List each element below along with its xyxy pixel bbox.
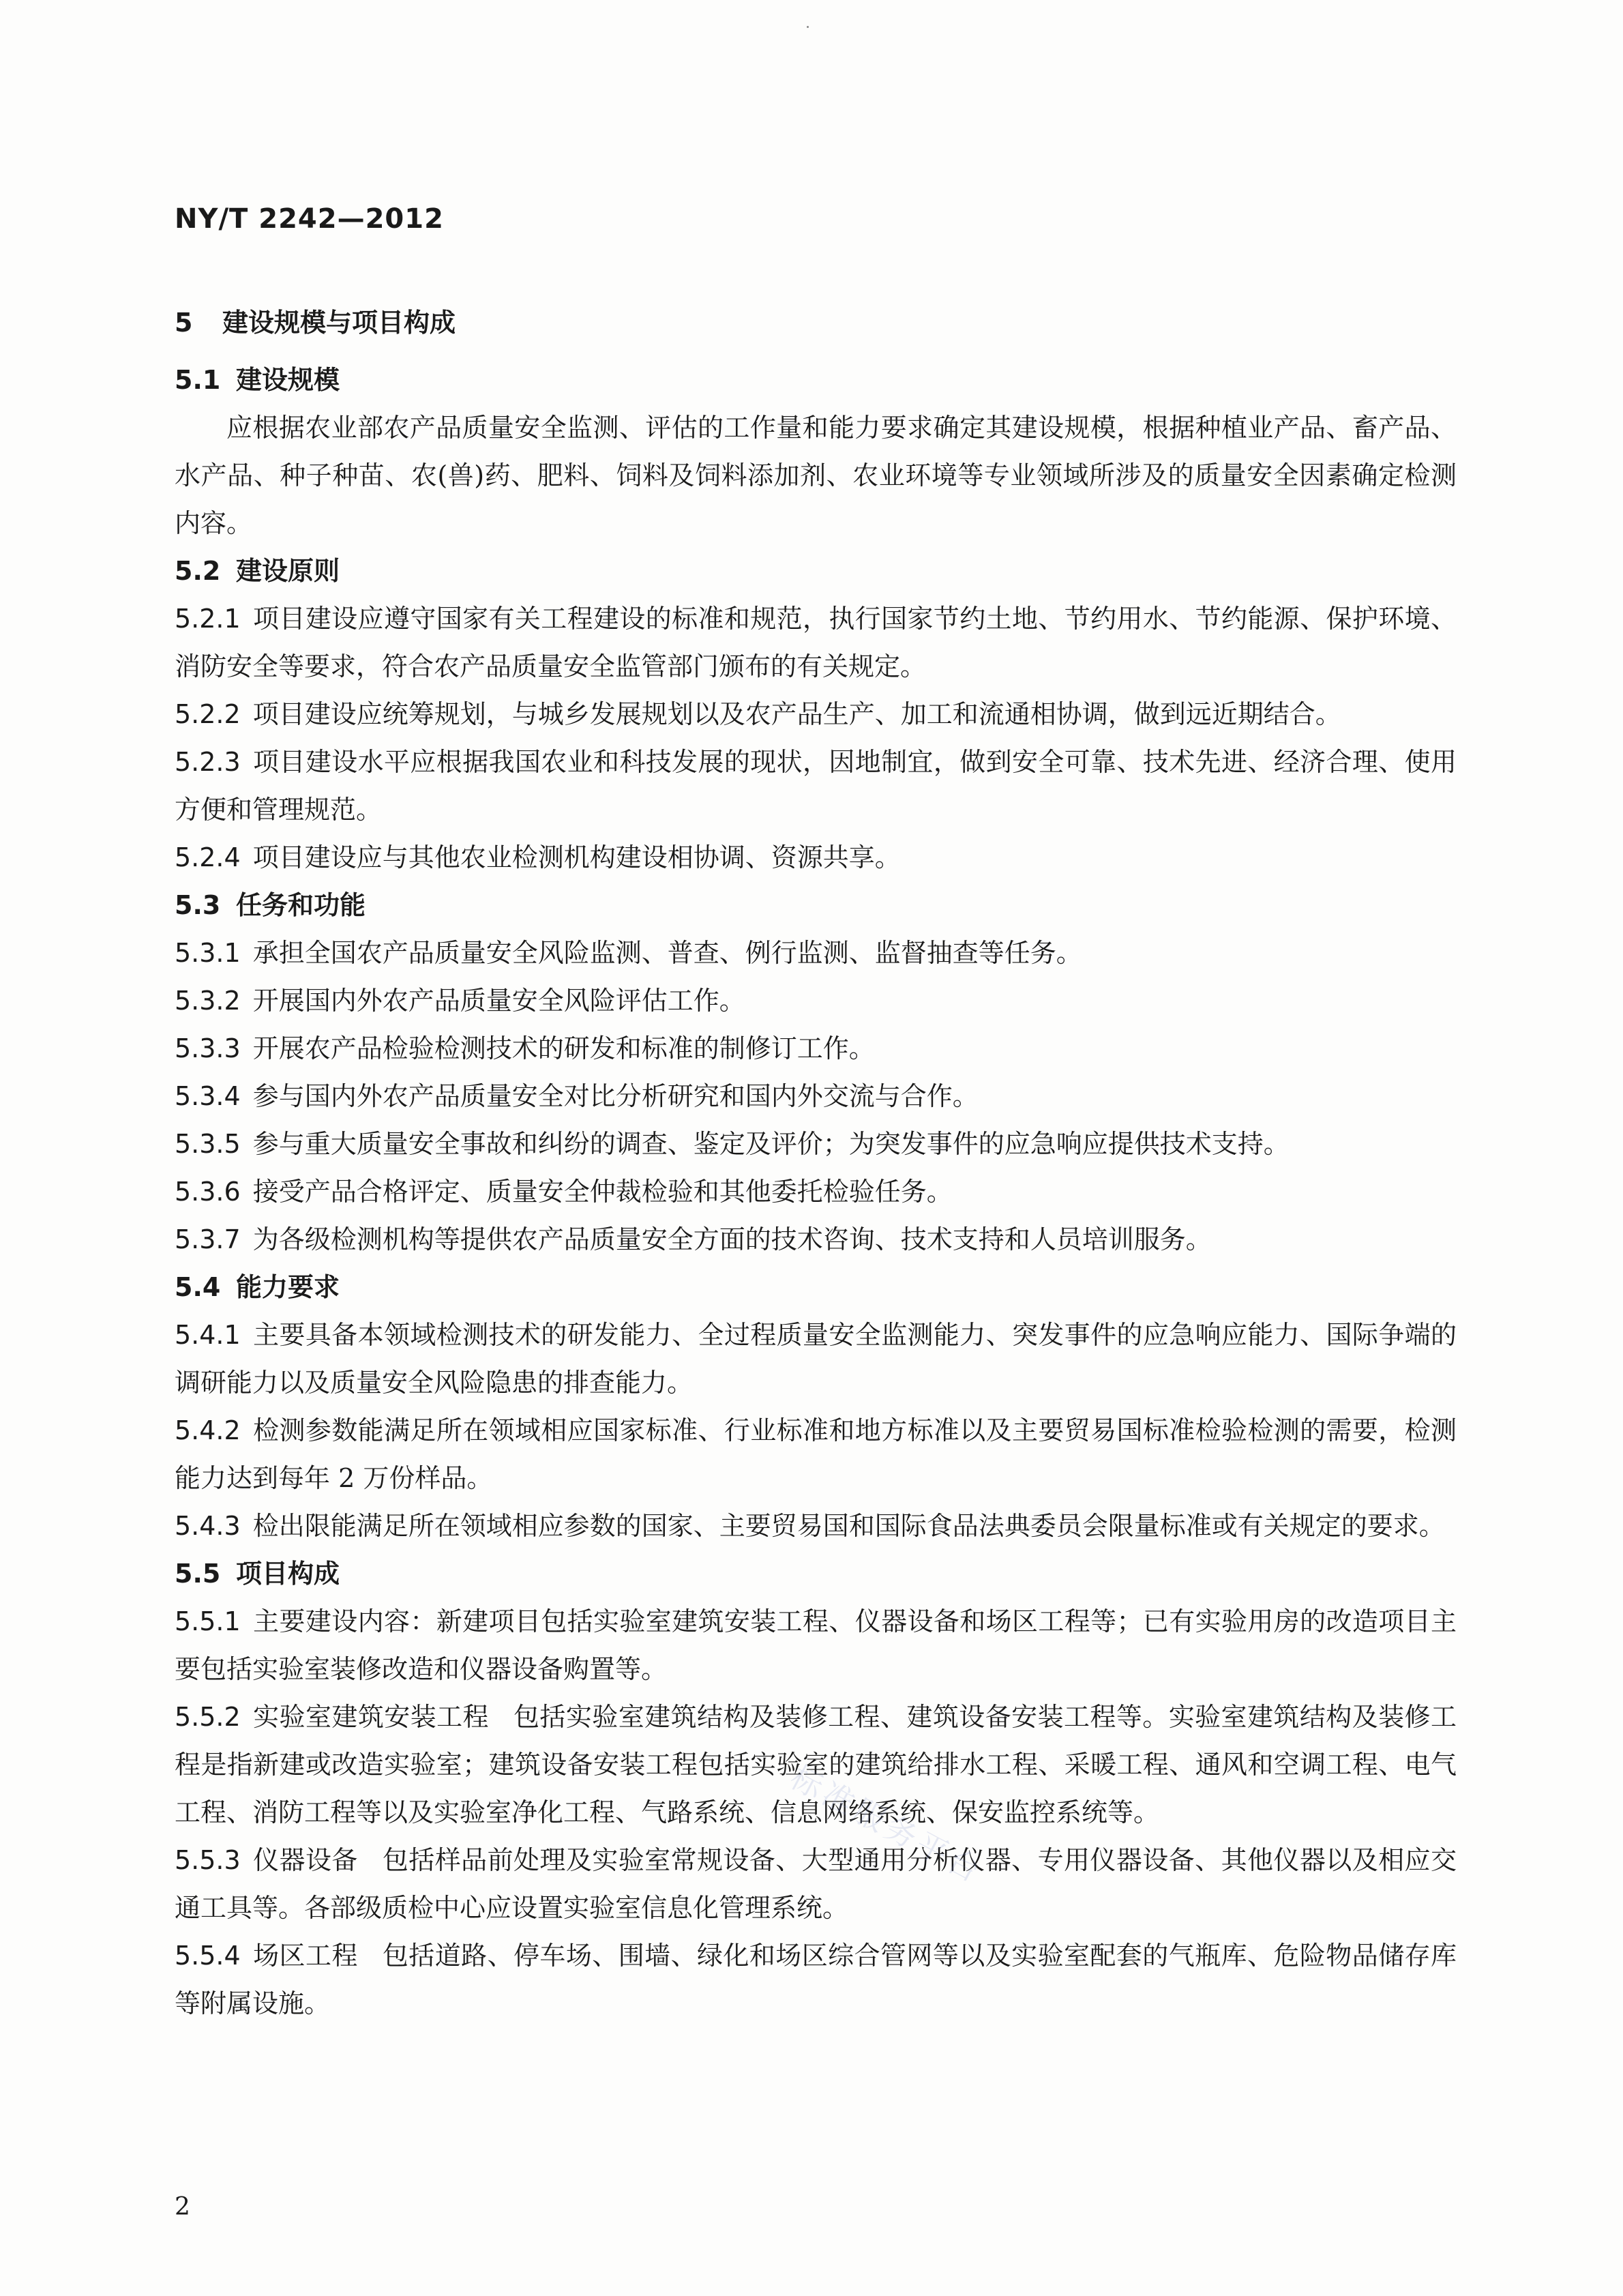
section-heading-5-5 <box>175 1550 1457 1598</box>
section-title: 建设原则 <box>236 556 340 586</box>
clause-number: 5.5.3 <box>175 1845 241 1875</box>
clause-5-3-6 <box>175 1168 1457 1216</box>
clause-text: 检测参数能满足所在领域相应国家标准、行业标准和地方标准以及主要贸易国标准检验检测的需要，检测能力达到每年 2 万份样品。 <box>175 1415 1457 1493</box>
clause-5-3-7 <box>175 1216 1457 1263</box>
clause-number: 5.2.3 <box>175 747 241 777</box>
section-title: 项目构成 <box>236 1559 340 1589</box>
clause-text: 开展国内外农产品质量安全风险评估工作。 <box>252 986 745 1016</box>
clause-number: 5.3.4 <box>175 1081 241 1111</box>
section-number: 5 <box>175 308 193 338</box>
clause-5-2-1 <box>175 595 1457 690</box>
clause-term: 仪器设备 <box>252 1845 358 1875</box>
clause-number: 5.4.1 <box>175 1320 241 1350</box>
page-number: 2 <box>175 2193 190 2221</box>
section-title: 任务和功能 <box>236 890 366 920</box>
clause-number: 5.3.7 <box>175 1224 241 1254</box>
clause-text: 包括道路、停车场、围墙、绿化和场区综合管网等以及实验室配套的气瓶库、危险物品储存库等附属设施。 <box>175 1941 1457 2018</box>
clause-text: 开展农产品检验检测技术的研发和标准的制修订工作。 <box>252 1033 875 1063</box>
clause-text: 项目建设应统筹规划，与城乡发展规划以及农产品生产、加工和流通相协调，做到远近期结合。 <box>252 699 1341 729</box>
clause-5-5-4 <box>175 1932 1457 2027</box>
clause-5-5-3 <box>175 1836 1457 1932</box>
clause-text: 项目建设水平应根据我国农业和科技发展的现状，因地制宜，做到安全可靠、技术先进、经济合理、使用方便和管理规范。 <box>175 747 1457 825</box>
clause-text: 项目建设应与其他农业检测机构建设相协调、资源共享。 <box>252 842 901 872</box>
clause-5-3-1 <box>175 929 1457 977</box>
clause-number: 5.3.2 <box>175 986 241 1016</box>
clause-number: 5.5.4 <box>175 1941 241 1971</box>
watermark: 标准服务平台 <box>784 1758 990 1892</box>
clause-term: 场区工程 <box>252 1941 358 1971</box>
clause-text: 参与国内外农产品质量安全对比分析研究和国内外交流与合作。 <box>252 1081 979 1111</box>
clause-number: 5.2.2 <box>175 699 241 729</box>
section-heading-5 <box>175 299 1457 347</box>
clause-number: 5.3.3 <box>175 1033 241 1063</box>
clause-number: 5.4.3 <box>175 1511 241 1541</box>
clause-text: 检出限能满足所在领域相应参数的国家、主要贸易国和国际食品法典委员会限量标准或有关规定的要求。 <box>252 1511 1445 1541</box>
clause-number: 5.5.2 <box>175 1702 241 1732</box>
clause-number: 5.3.1 <box>175 938 241 968</box>
clause-number: 5.2.4 <box>175 842 241 872</box>
scan-speck <box>807 26 809 28</box>
document-number: NY/T 2242—2012 <box>175 203 444 235</box>
section-number: 5.2 <box>175 556 221 586</box>
clause-text: 包括样品前处理及实验室常规设备、大型通用分析仪器、专用仪器设备、其他仪器以及相应交通工具等。各部级质检中心应设置实验室信息化管理系统。 <box>175 1845 1457 1923</box>
clause-text: 为各级检测机构等提供农产品质量安全方面的技术咨询、技术支持和人员培训服务。 <box>252 1224 1212 1254</box>
clause-5-4-3 <box>175 1502 1457 1550</box>
clause-term: 实验室建筑安装工程 <box>252 1702 489 1732</box>
clause-5-2-2 <box>175 690 1457 738</box>
clause-5-3-3 <box>175 1025 1457 1072</box>
clause-text: 承担全国农产品质量安全风险监测、普查、例行监测、监督抽查等任务。 <box>252 938 1082 968</box>
paragraph: 应根据农业部农产品质量安全监测、评估的工作量和能力要求确定其建设规模，根据种植业产品、畜产品、水产品、种子种苗、农(兽)药、肥料、饲料及饲料添加剂、农业环境等专业领域所涉及的质量安全因素确定检测内容。 <box>175 413 1457 538</box>
clause-number: 5.2.1 <box>175 604 241 634</box>
section-number: 5.4 <box>175 1272 221 1302</box>
clause-5-4-2 <box>175 1407 1457 1502</box>
section-number: 5.5 <box>175 1559 221 1589</box>
clause-number: 5.5.1 <box>175 1606 241 1636</box>
section-number: 5.1 <box>175 365 221 395</box>
section-heading-5-4 <box>175 1263 1457 1311</box>
clause-5-2-4 <box>175 834 1457 881</box>
section-title: 建设规模 <box>236 365 340 395</box>
clause-text: 主要具备本领域检测技术的研发能力、全过程质量安全监测能力、突发事件的应急响应能力、国际争端的调研能力以及质量安全风险隐患的排查能力。 <box>175 1320 1457 1398</box>
section-heading-5-1 <box>175 356 1457 404</box>
section-number: 5.3 <box>175 890 221 920</box>
clause-text: 参与重大质量安全事故和纠纷的调查、鉴定及评价；为突发事件的应急响应提供技术支持。 <box>252 1129 1290 1159</box>
clause-5-2-3 <box>175 738 1457 834</box>
clause-5-3-4 <box>175 1072 1457 1120</box>
clause-5-5-1 <box>175 1598 1457 1693</box>
clause-text: 项目建设应遵守国家有关工程建设的标准和规范，执行国家节约土地、节约用水、节约能源、保护环境、消防安全等要求，符合农产品质量安全监管部门颁布的有关规定。 <box>175 604 1457 681</box>
clause-5-4-1 <box>175 1311 1457 1407</box>
section-heading-5-2 <box>175 547 1457 595</box>
clause-number: 5.3.5 <box>175 1129 241 1159</box>
section-heading-5-3 <box>175 881 1457 929</box>
clause-number: 5.3.6 <box>175 1177 241 1207</box>
section-title: 建设规模与项目构成 <box>222 308 456 338</box>
clause-text: 主要建设内容：新建项目包括实验室建筑安装工程、仪器设备和场区工程等；已有实验用房的改造项目主要包括实验室装修改造和仪器设备购置等。 <box>175 1606 1457 1684</box>
clause-number: 5.4.2 <box>175 1415 241 1445</box>
clause-text: 包括实验室建筑结构及装修工程、建筑设备安装工程等。实验室建筑结构及装修工程是指新建或改造实验室；建筑设备安装工程包括实验室的建筑给排水工程、采暖工程、通风和空调工程、电气工程、消防工程等以及实验室净化工程、气路系统、信息网络系统、保安监控系统等。 <box>175 1702 1457 1827</box>
section-title: 能力要求 <box>236 1272 340 1302</box>
clause-5-3-5 <box>175 1120 1457 1168</box>
clause-text: 接受产品合格评定、质量安全仲裁检验和其他委托检验任务。 <box>252 1177 953 1207</box>
clause-5-3-2 <box>175 977 1457 1025</box>
